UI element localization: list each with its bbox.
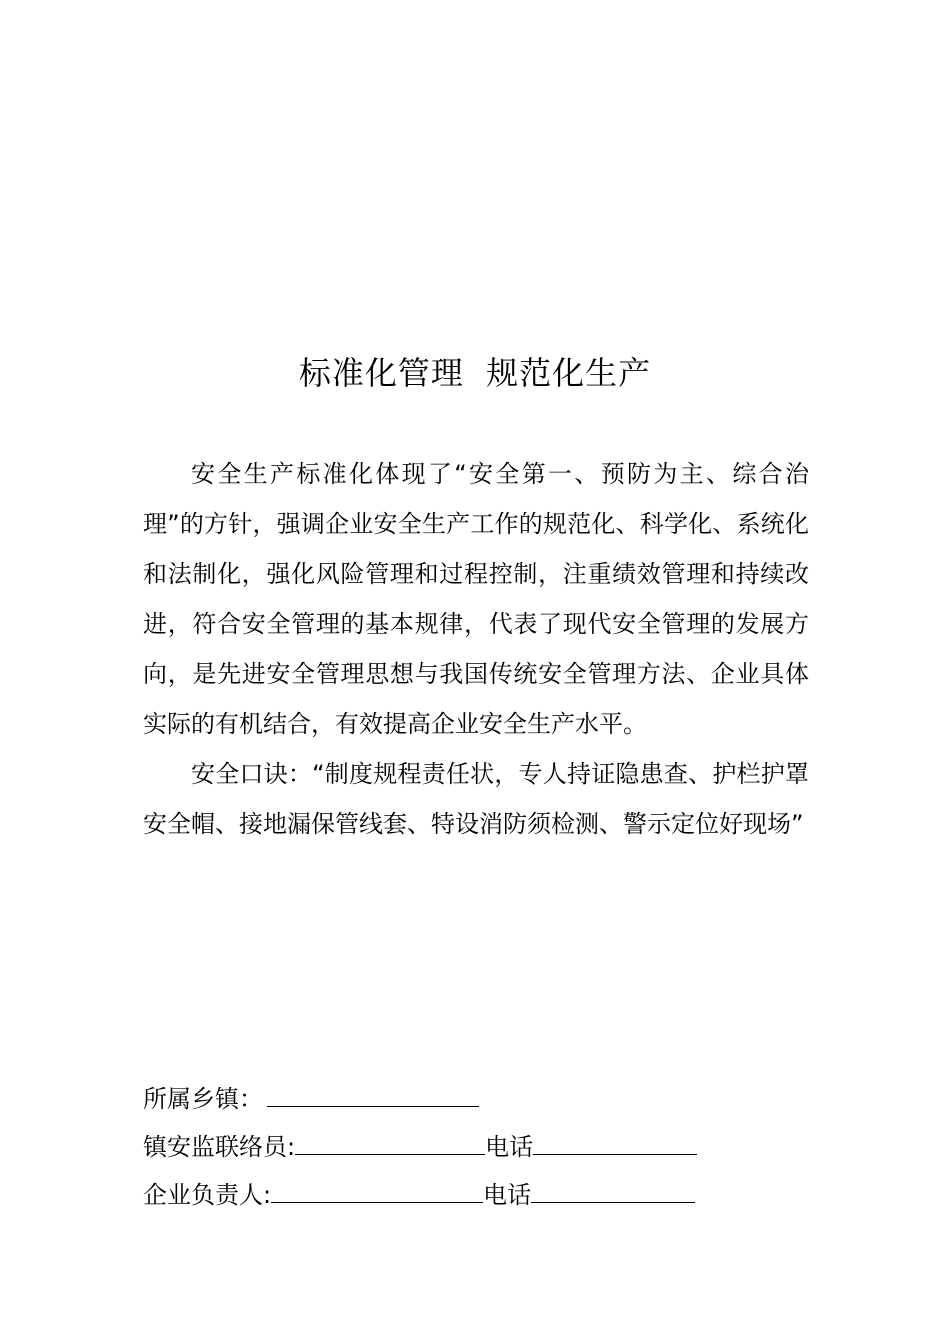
manager-row bbox=[143, 1171, 803, 1219]
manager-blank[interactable] bbox=[271, 1176, 483, 1203]
liaison-phone-label: 电话 bbox=[485, 1133, 534, 1161]
manager-label: 企业负责人: bbox=[143, 1181, 272, 1209]
liaison-phone-blank[interactable] bbox=[533, 1128, 697, 1155]
manager-phone-blank[interactable] bbox=[531, 1176, 695, 1203]
paragraph-standardization: 安全生产标准化体现了“安全第一、预防为主、综合治理”的方针，强调企业安全生产工作的规范化、科学化、系统化和法制化，强化风险管理和过程控制，注重绩效管理和持续改进，符合安全管理的基本规律，代表了现代安全管理的发展方向，是先进安全管理思想与我国传统安全管理方法、企业具体实际的有机结合，有效提高企业安全生产水平。 bbox=[143, 460, 809, 738]
paragraph-safety-slogan: 安全口诀：“制度规程责任状，专人持证隐患查、护栏护罩安全帽、接地漏保管线套、特设消防须检测、警示定位好现场” bbox=[143, 760, 809, 838]
manager-phone-label: 电话 bbox=[483, 1181, 532, 1209]
liaison-row bbox=[143, 1123, 803, 1171]
contact-form bbox=[143, 1075, 803, 1219]
body-content bbox=[143, 449, 809, 849]
page-title: 标准化管理 规范化生产 bbox=[298, 354, 652, 392]
liaison-blank[interactable] bbox=[295, 1128, 485, 1155]
township-row bbox=[143, 1075, 803, 1123]
township-blank[interactable] bbox=[267, 1080, 479, 1107]
liaison-label: 镇安监联络员: bbox=[143, 1133, 296, 1161]
township-label: 所属乡镇： bbox=[143, 1085, 263, 1113]
